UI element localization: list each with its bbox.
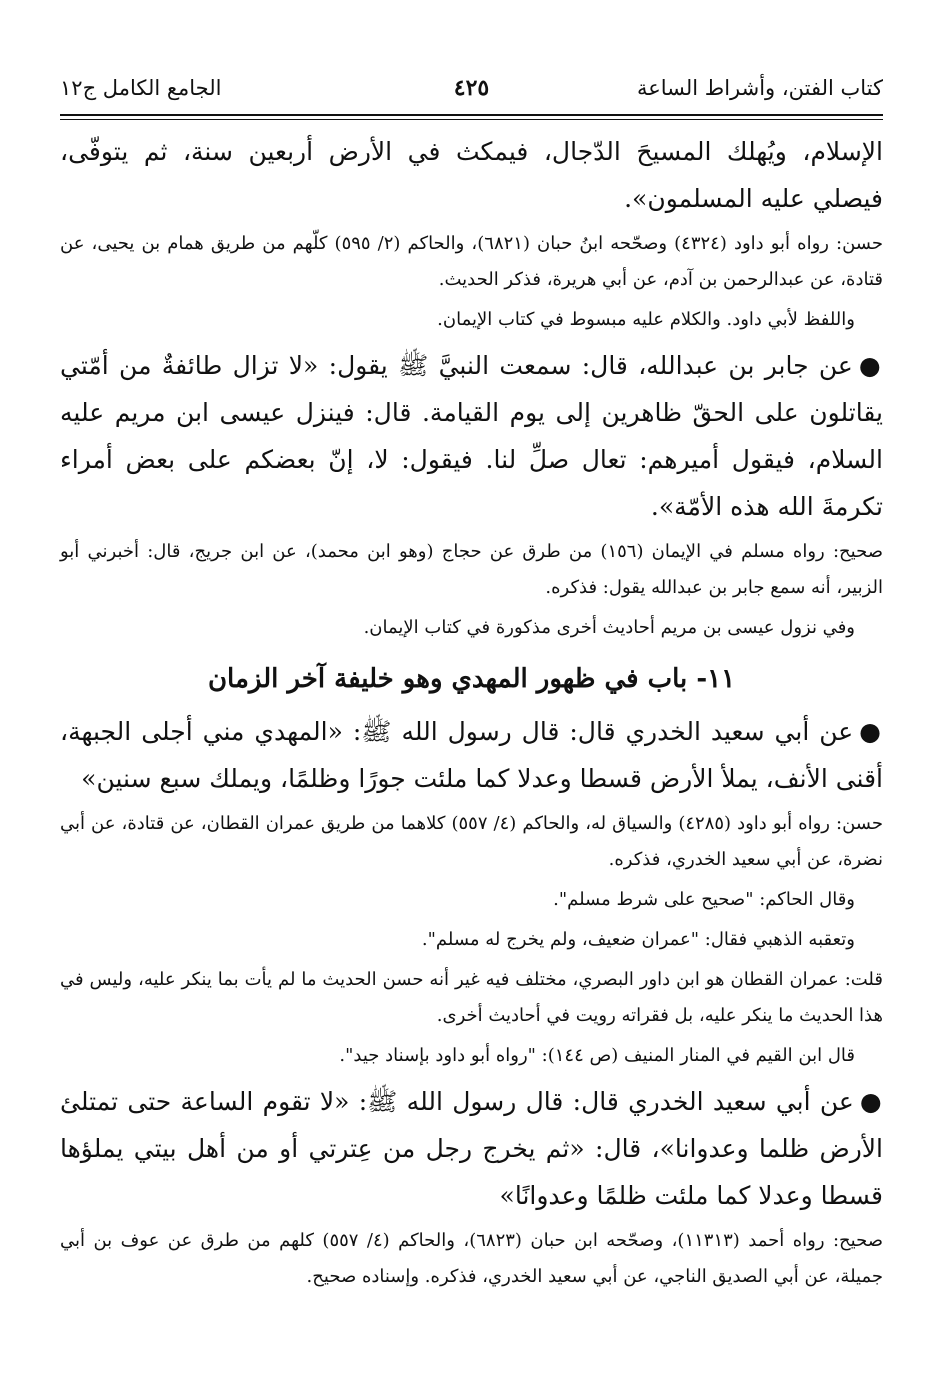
hadith-text bbox=[60, 342, 883, 530]
hadith-body: عن أبي سعيد الخدري قال: قال رسول الله ﷺ: «المهدي مني أجلى الجبهة، أقنى الأنف، يملأ الأرض قسطا وعدلا كما ملئت جورًا وظلمًا، ويملك سبع سنين» bbox=[60, 717, 883, 793]
header-series-title: الجامع الكامل ج١٢ bbox=[60, 76, 222, 100]
bullet-icon: ● bbox=[859, 1087, 883, 1116]
running-header bbox=[60, 68, 883, 108]
chapter-heading: ١١- باب في ظهور المهدي وهو خليفة آخر الزمان bbox=[207, 664, 736, 694]
takhrij-note: حسن: رواه أبو داود (٤٣٢٤) وصحّحه ابنُ حبان (٦٨٢١)، والحاكم (٢/ ٥٩٥) كلّهم من طريق همام بن يحيى، عن قتادة، عن عبدالرحمن بن آدم، عن أبي هريرة، فذكر الحديث. bbox=[60, 233, 883, 290]
takhrij-note: قلت: عمران القطان هو ابن داور البصري، مختلف فيه غير أنه حسن الحديث ما لم يأت بما ينكر عليه، وليس في هذا الحديث ما ينكر عليه، بل فقراته رويت في أحاديث أخرى. bbox=[60, 969, 883, 1026]
header-book-title: كتاب الفتن، وأشراط الساعة bbox=[636, 76, 883, 100]
takhrij-note: صحيح: رواه مسلم في الإيمان (١٥٦) من طرق عن حجاج (وهو ابن محمد)، عن ابن جريج، قال: أخبرني أبو الزبير، أنه سمع جابر بن عبدالله يقول: فذكره. bbox=[60, 541, 883, 598]
bullet-icon: ● bbox=[858, 351, 883, 380]
hadith-body: عن أبي سعيد الخدري قال: قال رسول الله ﷺ: «لا تقوم الساعة حتى تمتلئ الأرض ظلما وعدوانا»، قال: «ثم يخرج رجل من عِترتي أو من أهل بيتي يملؤها قسطا وعدلا كما ملئت ظلمًا وعدوانًا» bbox=[60, 1087, 883, 1210]
hadith-text: الإسلام، ويُهلك المسيحَ الدّجال، فيمكث في الأرض أربعين سنة، ثم يتوفّى، فيصلي عليه المسلمون». bbox=[60, 137, 883, 213]
page-body bbox=[60, 128, 883, 1299]
hadith-text bbox=[60, 708, 883, 802]
takhrij-note: حسن: رواه أبو داود (٤٢٨٥) والسياق له، والحاكم (٤/ ٥٥٧) كلاهما من طريق عمران القطان، عن قتادة، عن أبي نضرة، عن أبي سعيد الخدري، فذكره. bbox=[60, 813, 883, 870]
takhrij-note: صحيح: رواه أحمد (١١٣١٣)، وصحّحه ابن حبان (٦٨٢٣)، والحاكم (٤/ ٥٥٧) كلهم من طرق عن عوف بن أبي جميلة، عن أبي الصديق الناجي، عن أبي سعيد الخدري، فذكره. وإسناده صحيح. bbox=[60, 1230, 883, 1287]
header-rule-thick bbox=[60, 114, 883, 116]
page-number: ٤٢٥ bbox=[453, 75, 490, 101]
header-rule-thin bbox=[60, 119, 883, 120]
takhrij-note: واللفظ لأبي داود. والكلام عليه مبسوط في كتاب الإيمان. bbox=[437, 309, 855, 330]
bullet-icon: ● bbox=[859, 717, 883, 746]
takhrij-note: وقال الحاكم: "صحيح على شرط مسلم". bbox=[553, 889, 855, 910]
takhrij-note: وفي نزول عيسى بن مريم أحاديث أخرى مذكورة في كتاب الإيمان. bbox=[363, 617, 855, 638]
hadith-body: عن جابر بن عبدالله، قال: سمعت النبيَّ ﷺ يقول: «لا تزال طائفةٌ من أمّتي يقاتلون على الحقّ ظاهرين إلى يوم القيامة. قال: فينزل عيسى ابن مريم عليه السلام، فيقول أميرهم: تعال صلِّ لنا. فيقول: لا، إنّ بعضكم على بعض أمراء تكرمةَ الله هذه الأمّة». bbox=[60, 351, 883, 521]
takhrij-note: قال ابن القيم في المنار المنيف (ص ١٤٤): "رواه أبو داود بإسناد جيد". bbox=[339, 1045, 855, 1066]
takhrij-note: وتعقبه الذهبي فقال: "عمران ضعيف، ولم يخرج له مسلم". bbox=[421, 929, 855, 950]
hadith-text bbox=[60, 1078, 883, 1219]
